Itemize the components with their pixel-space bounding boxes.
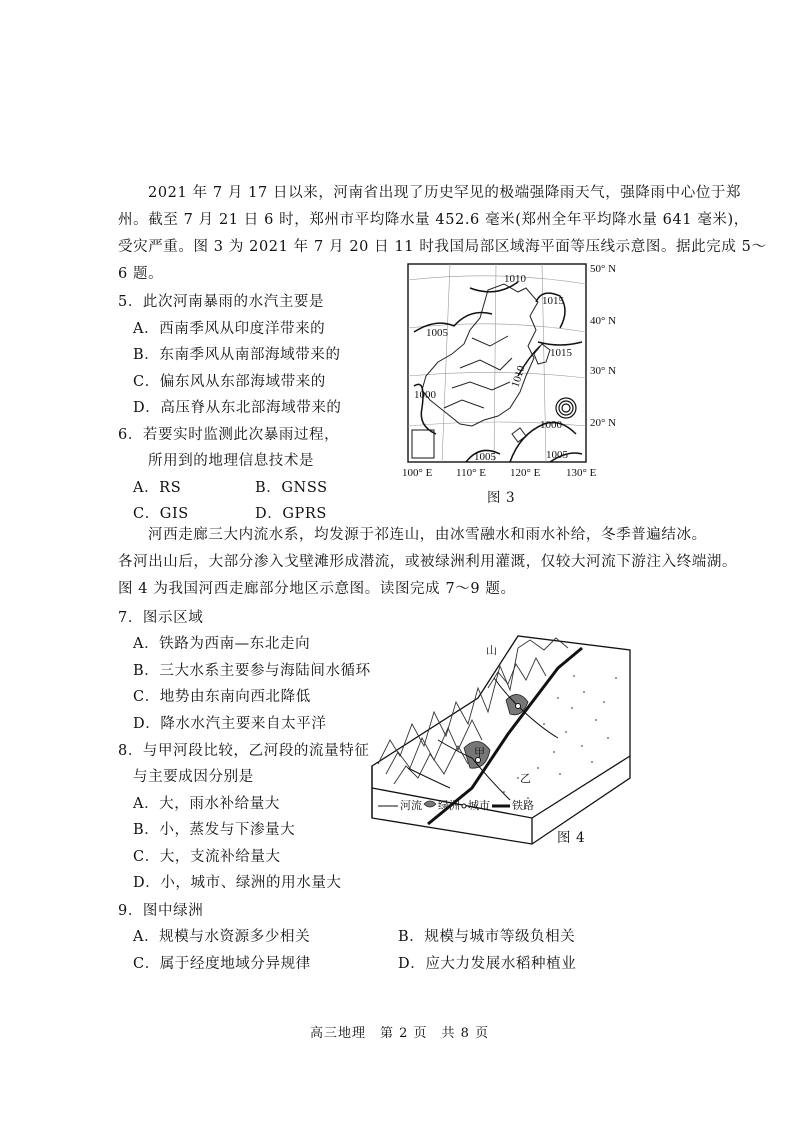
q8-option-d: D．小，城市、绿洲的用水量大 — [133, 875, 342, 891]
q5-option-a: A．西南季风从印度洋带来的 — [133, 321, 326, 337]
q5-option-c: C．偏东风从东部海域带来的 — [133, 374, 326, 390]
isobar-label-1015-east: 1015 — [550, 347, 572, 359]
q9-option-d: D．应大力发展水稻种植业 — [398, 956, 577, 972]
q6-option-a: A．RS — [133, 480, 182, 496]
railway-line — [428, 648, 582, 824]
q5-option-b: B．东南季风从南部海域带来的 — [133, 347, 341, 363]
intro2-line-1: 河西走廊三大内流水系，均发源于祁连山，由冰雪融水和雨水补给，冬季普遍结冰。 — [148, 527, 707, 543]
intro1-line-1: 2021 年 7 月 17 日以来，河南省出现了历史罕见的极端强降雨天气，强降雨中心位于郑 — [148, 185, 742, 201]
intro1-line-4: 6 题。 — [118, 266, 164, 282]
legend-city-label: 城市 — [468, 800, 490, 812]
q9-stem: 9．图中绿洲 — [118, 903, 204, 919]
intro1-line-3: 受灾严重。图 3 为 2021 年 7 月 20 日 11 时我国局部区域海平面等压线示意图。据此完成 5～ — [118, 239, 767, 255]
isobar-label-1010-north: 1010 — [504, 273, 526, 285]
q8-stem-1: 8．与甲河段比较，乙河段的流量特征 — [118, 743, 370, 759]
legend-railway-label: 铁路 — [512, 800, 534, 812]
figure-4-caption: 图 4 — [557, 830, 586, 846]
block-outline — [372, 636, 630, 844]
figure-4-hexi-corridor-diagram — [368, 628, 632, 846]
label-jia: 甲 — [474, 747, 485, 759]
q9-option-c: C．属于经度地域分异规律 — [133, 956, 311, 972]
q9-option-a: A．规模与水资源多少相关 — [133, 929, 311, 945]
q7-option-c: C．地势由东南向西北降低 — [133, 689, 311, 705]
q5-stem: 5．此次河南暴雨的水汽主要是 — [118, 294, 325, 310]
lon-label-130e: 130° E — [566, 467, 597, 479]
q6-option-d: D．GPRS — [255, 506, 327, 522]
figure-4-legend — [378, 798, 534, 812]
q7-option-a: A．铁路为西南—东北走向 — [133, 636, 311, 652]
q7-option-b: B．三大水系主要参与海陆间水循环 — [133, 663, 371, 679]
lat-label-20n: 20° N — [590, 417, 617, 429]
q7-option-d: D．降水水汽主要来自太平洋 — [133, 716, 327, 732]
q6-option-c: C．GIS — [133, 506, 189, 522]
q8-option-c: C．大，支流补给量大 — [133, 849, 281, 865]
isobar-label-1000-typhoon: 1000 — [540, 419, 562, 431]
legend-oasis-label: 绿洲 — [438, 800, 460, 812]
lat-label-50n: 50° N — [590, 263, 617, 275]
intro2-line-3: 图 4 为我国河西走廊部分地区示意图。读图完成 7～9 题。 — [118, 581, 516, 597]
city-marker — [516, 704, 521, 709]
figure-3-caption: 图 3 — [487, 490, 516, 506]
lon-label-110e: 110° E — [456, 467, 486, 479]
legend-oasis-icon — [424, 801, 436, 807]
lat-label-30n: 30° N — [590, 365, 617, 377]
lon-label-120e: 120° E — [510, 467, 541, 479]
isobar-label-1010-east: 1010 — [509, 364, 528, 389]
legend-river-label: 河流 — [400, 800, 422, 812]
q8-option-a: A．大，雨水补给量大 — [133, 796, 280, 812]
label-yi: 乙 — [520, 773, 531, 785]
isobar-label-1005-southeast: 1005 — [546, 449, 568, 461]
q8-option-b: B．小，蒸发与下渗量大 — [133, 822, 296, 838]
legend-city-icon — [462, 804, 466, 808]
q5-option-d: D．高压脊从东北部海域带来的 — [133, 400, 342, 416]
q8-stem-2: 与主要成因分别是 — [133, 769, 254, 785]
q6-stem-1: 6．若要实时监测此次暴雨过程， — [118, 427, 340, 443]
isobar-label-1000-west: 1000 — [414, 389, 436, 401]
lon-label-100e: 100° E — [402, 467, 433, 479]
q6-stem-2: 所用到的地理信息技术是 — [148, 453, 315, 469]
label-shan: 山 — [486, 645, 497, 657]
intro2-line-2: 各河出山后，大部分渗入戈壁滩形成潜流，或被绿洲利用灌溉，仅较大河流下游注入终端湖。 — [118, 554, 738, 570]
isobar-label-1015-north: 1015 — [542, 295, 564, 307]
q7-stem: 7．图示区域 — [118, 610, 204, 626]
page-footer: 高三地理 第 2 页 共 8 页 — [310, 1026, 490, 1041]
lat-label-40n: 40° N — [590, 315, 617, 327]
q9-option-b: B．规模与城市等级负相关 — [398, 929, 576, 945]
intro1-line-2: 州。截至 7 月 21 日 6 时，郑州市平均降水量 452.6 毫米(郑州全年平均降水量 641 毫米)， — [118, 212, 749, 228]
figure-3-isobar-map — [400, 258, 632, 484]
isobar-label-1005-west: 1005 — [426, 327, 448, 339]
q6-option-b: B．GNSS — [255, 480, 328, 496]
isobar-label-1005-south: 1005 — [474, 451, 496, 463]
